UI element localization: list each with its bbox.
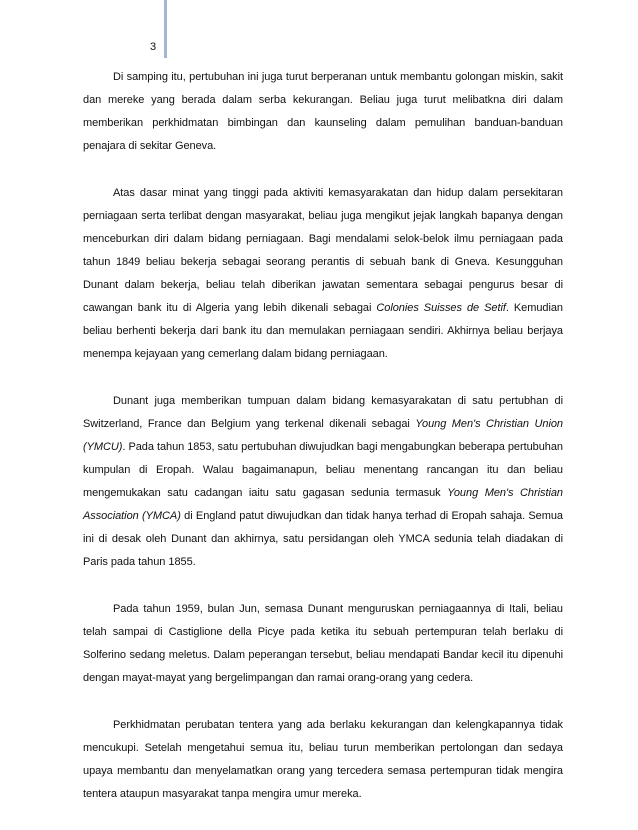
paragraph-4	[83, 598, 563, 690]
paragraph-3-text-b: . Pada tahun 1853, satu pertubuhan diwujudkan bagi mengabungkan beberapa pertubuhan kumpulan di Eropah. Walau bagaimanapun, beliau menentang rancangan itu dan beliau mengemukakan satu cadangan iaitu satu gagasan sedunia termasuk	[83, 441, 563, 499]
paragraph-3-italic-ymcu: Young Men's Christian Union (YMCU)	[83, 418, 563, 453]
paragraph-1-text: Di samping itu, pertubuhan ini juga turut berperanan untuk membantu golongan miskin, sakit dan mereke yang berada dalam serba kekurangan. Beliau juga turut melibatkna diri dalam memberikan perkhidmatan bimbingan dan kaunseling dalam pemulihan banduan-banduan penajara di sekitar Geneva.	[83, 71, 563, 152]
paragraph-1	[83, 66, 563, 158]
paragraph-3-italic-ymca: Young Men's Christian Association (YMCA)	[83, 487, 563, 522]
paragraph-5	[83, 714, 563, 806]
paragraph-3-text-c: di England patut diwujudkan dan tidak hanya terhad di Eropah sahaja. Semua ini di desak oleh Dunant dan akhirnya, satu persidangan oleh YMCA sedunia telah diadakan di Paris pada tahun 1855.	[83, 510, 563, 568]
paragraph-2-text-b: . Kemudian beliau berhenti bekerja dari bank itu dan memulakan perniagaan sendiri. Akhirnya beliau berjaya menempa kejayaan yang cemerlang dalam bidang perniagaan.	[83, 302, 564, 360]
paragraph-5-text: Perkhidmatan perubatan tentera yang ada berlaku kekurangan dan kelengkapannya tidak mencukupi. Setelah mengetahui semua itu, beliau turun memberikan pertolongan dan sedaya upaya membantu dan menyelamatkan orang yang tercedera semasa pertempuran tidak mengira tentera ataupun masyarakat tanpa mengira umur mereka.	[83, 719, 563, 800]
document-body	[83, 66, 563, 830]
paragraph-3	[83, 390, 563, 574]
paragraph-2-italic-term: Colonies Suisses de Setif	[376, 302, 506, 314]
paragraph-2-text-a: Atas dasar minat yang tinggi pada aktiviti kemasyarakatan dan hidup dalam persekitaran perniagaan serta terlibat dengan masyarakat, beliau juga mengikut jejak langkah bapanya dengan menceburkan diri dalam bidang perniagaan. Bagi mendalami selok-belok ilmu perniagaan pada tahun 1849 beliau bekerja sebagai seorang perantis di sebuah bank di Gneva. Kesungguhan Dunant dalam bekerja, beliau telah diberikan jawatan sementara sebagai pengurus besar di cawangan bank itu di Algeria yang lebih dikenali sebagai	[83, 187, 563, 314]
header-rule	[164, 0, 167, 58]
paragraph-4-text: Pada tahun 1959, bulan Jun, semasa Dunant menguruskan perniagaannya di Itali, beliau telah sampai di Castiglione della Picye pada ketika itu sebuah pertempuran telah berlaku di Solferino sedang meletus. Dalam peperangan tersebut, beliau mendapati Bandar kecil itu dipenuhi dengan mayat-mayat yang bergelimpangan dan ramai orang-orang yang cedera.	[83, 603, 563, 684]
paragraph-3-text-a: Dunant juga memberikan tumpuan dalam bidang kemasyarakatan di satu pertubhan di Switzerland, France dan Belgium yang terkenal dikenali sebagai	[83, 395, 563, 430]
paragraph-2	[83, 182, 563, 366]
page-number: 3	[150, 41, 157, 53]
